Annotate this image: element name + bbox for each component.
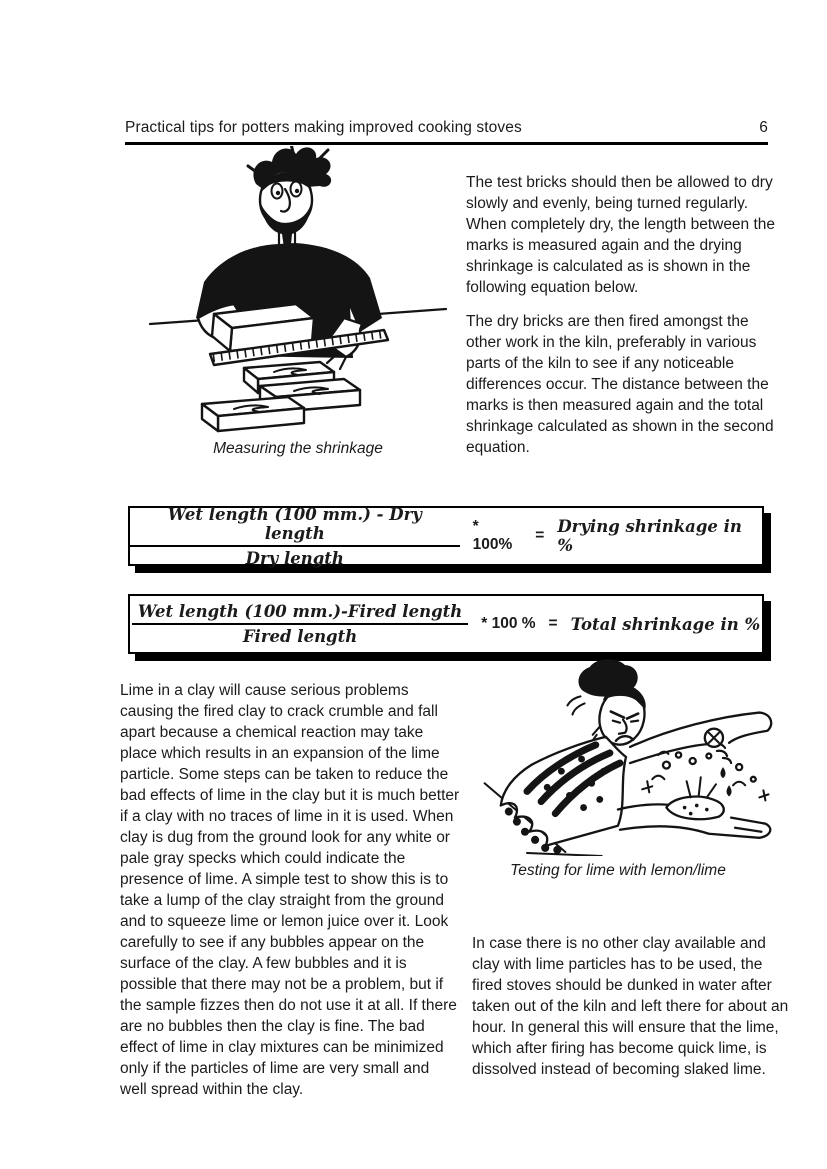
figure-testing-lime	[468, 658, 782, 856]
bottom-right-column	[472, 933, 790, 1093]
equation2-fraction	[132, 602, 468, 646]
equation1-numerator: Wet length (100 mm.) - Dry length	[130, 505, 460, 547]
top-right-column	[466, 172, 780, 471]
figure1-caption: Measuring the shrinkage	[213, 440, 383, 457]
page-number: 6	[759, 119, 768, 136]
testing-lime-illustration	[468, 658, 782, 856]
header-title: Practical tips for potters making improved cooking stoves	[125, 119, 522, 136]
measuring-shrinkage-illustration	[148, 146, 448, 436]
figure-measuring-shrinkage	[148, 146, 448, 436]
paragraph-lime-in-clay: Lime in a clay will cause serious problems causing the fired clay to crack crumble and fall apart because a chemical reaction may take place which results in an expansion of the lime particle. Some steps can be taken to reduce the bad effects of lime in the clay but it is much better if a clay with no traces of lime in it is used. When clay is dug from the ground look for any white or pale gray specks which could indicate the presence of lime. A simple test to show this is to take a lump of the clay straight from the ground and to squeeze lime or lemon juice over it. Look carefully to see if any bubbles appear on the surface of the clay. A few bubbles and it is possible that there may not be a problem, but if the sample fizzes then do not use it at all. If there are no bubbles then the clay is fine. The bad effect of lime in clay mixtures can be minimized only if the particles of lime are very small and well spread within the clay.	[120, 682, 460, 1098]
page-header	[125, 119, 768, 145]
equation2-result: Total shrinkage in %	[570, 614, 761, 634]
paragraph-dunking-stoves: In case there is no other clay available and clay with lime particles has to be used, the fired stoves should be dunked in water after taken out of the kiln and left there for about an hour. In general this will ensure that the lime, which after firing has become quick lime, is dissolved instead of becoming slaked lime.	[472, 935, 789, 1078]
equation2-numerator: Wet length (100 mm.)-Fired length	[132, 602, 468, 625]
paragraph-drying-shrinkage: The test bricks should then be allowed to dry slowly and evenly, being turned regularly. When completely dry, the length between the marks is measured again and the drying shrinkage is calculated as is shown in the following equation below.	[466, 174, 776, 296]
equation1-result: Drying shrinkage in %	[557, 517, 742, 555]
paragraph-firing-shrinkage: The dry bricks are then fired amongst the other work in the kiln, preferably in various parts of the kiln to see if any noticeable differences occur. The distance between the marks is then measured again and the total shrinkage calculated as shown in the second equation.	[466, 313, 774, 456]
bottom-left-column	[120, 680, 460, 1113]
equation1-fraction	[130, 505, 460, 568]
equation-drying-shrinkage-box	[128, 506, 764, 566]
equation2-equals-sign: =	[548, 615, 558, 632]
equation1-multiplier: * 100%	[472, 518, 513, 553]
figure2-caption: Testing for lime with lemon/lime	[510, 862, 726, 879]
equation1-equals-sign: =	[535, 527, 545, 544]
equation-total-shrinkage-box	[128, 594, 764, 654]
equation2-multiplier: * 100 %	[481, 615, 536, 632]
equation1-denominator: Dry length	[245, 548, 344, 568]
equation2-denominator: Fired length	[242, 627, 358, 646]
